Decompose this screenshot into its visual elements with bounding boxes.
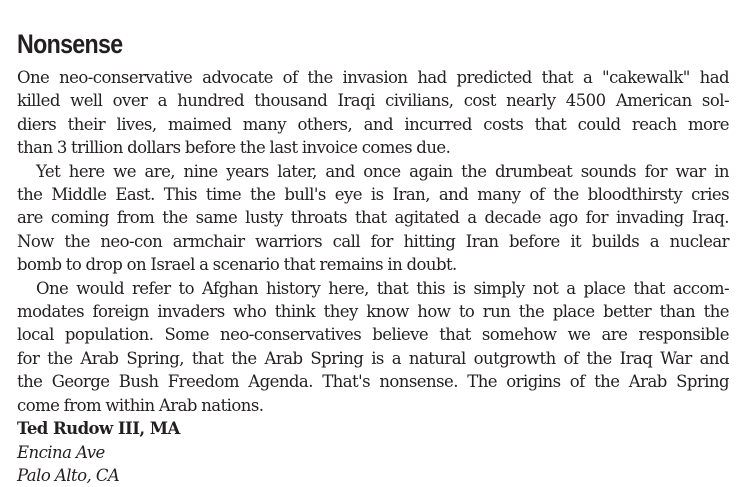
body-line: Now the neo-con armchair warriors call for hitting Iran before it builds a nuclear bbox=[17, 231, 729, 251]
body-line: diers their lives, maimed many others, and incurred costs that could reach more bbox=[17, 114, 729, 134]
body-line: than 3 trillion dollars before the last invoice comes due. bbox=[17, 138, 451, 158]
letter-body bbox=[17, 66, 729, 417]
body-line: are coming from the same lusty throats that agitated a decade ago for invading Iraq. bbox=[17, 208, 729, 228]
body-line: One would refer to Afghan history here, that this is simply not a place that accom- bbox=[36, 278, 729, 298]
body-line: killed well over a hundred thousand Iraqi civilians, cost nearly 4500 American sol- bbox=[17, 91, 729, 111]
body-line: local population. Some neo-conservatives believe that somehow we are responsible bbox=[17, 325, 729, 345]
paragraph-2 bbox=[17, 160, 729, 277]
paragraph-1 bbox=[17, 66, 729, 160]
body-line: One neo-conservative advocate of the invasion had predicted that a "cakewalk" had bbox=[17, 68, 729, 87]
body-line: modates foreign invaders who think they know how to run the place better than the bbox=[17, 302, 729, 322]
author-city: Palo Alto, CA bbox=[17, 465, 120, 485]
author-name: Ted Rudow III, MA bbox=[17, 419, 180, 439]
body-line: Yet here we are, nine years later, and once again the drumbeat sounds for war in bbox=[36, 161, 729, 181]
letter-to-editor bbox=[17, 27, 729, 487]
body-line: the Middle East. This time the bull's eye is Iran, and many of the bloodthirsty cries bbox=[17, 185, 729, 205]
author-street: Encina Ave bbox=[17, 442, 105, 462]
signature-block bbox=[17, 417, 729, 487]
body-line: for the Arab Spring, that the Arab Spring is a natural outgrowth of the Iraq War and bbox=[17, 348, 729, 368]
paragraph-3 bbox=[17, 277, 729, 417]
letter-headline: Nonsense bbox=[17, 29, 123, 59]
body-line: the George Bush Freedom Agenda. That's nonsense. The origins of the Arab Spring bbox=[17, 372, 729, 392]
body-line: come from within Arab nations. bbox=[17, 395, 264, 415]
body-line: bomb to drop on Israel a scenario that remains in doubt. bbox=[17, 255, 457, 275]
